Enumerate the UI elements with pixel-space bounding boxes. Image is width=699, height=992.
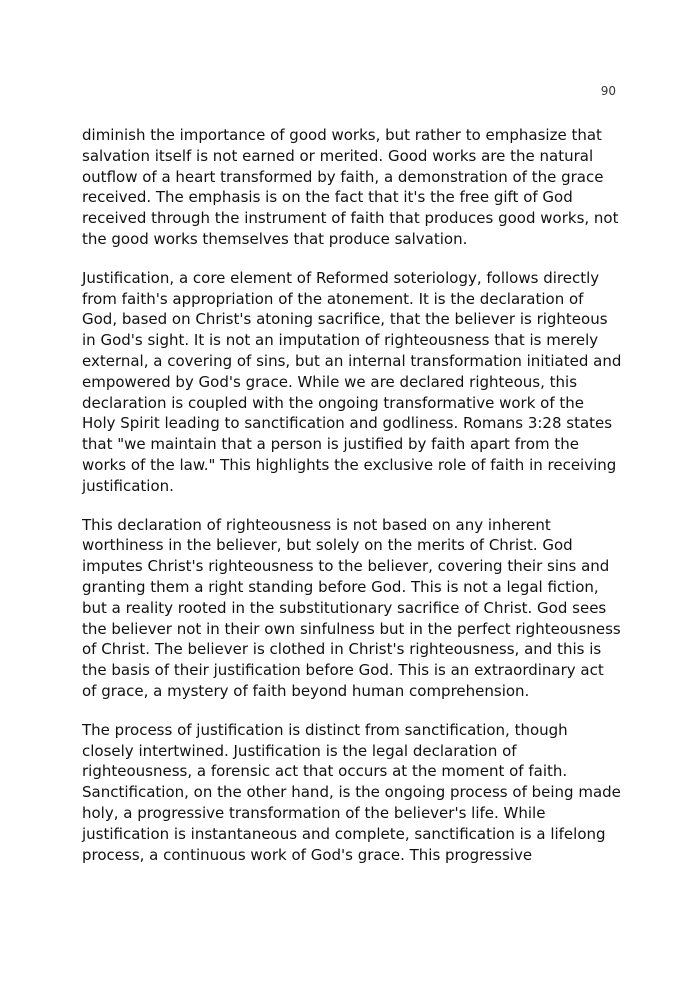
paragraph: This declaration of righteousness is not based on any inherent worthiness in the believer, but solely on the merits of Christ. God imputes Christ's righteousness to the believer, covering their sins and granting them a right standing before God. This is not a legal fiction, but a reality rooted in the substitutionary sacrifice of Christ. God sees the believer not in their own sinfulness but in the perfect righteousness of Christ. The believer is clothed in Christ's righteousness, and this is the basis of their justification before God. This is an extraordinary act of grace, a mystery of faith beyond human comprehension. xyxy=(82,515,621,700)
paragraph: Justification, a core element of Reformed soteriology, follows directly from faith's appropriation of the atonement. It is the declaration of God, based on Christ's atoning sacrifice, that the believer is righteous in God's sight. It is not an imputation of righteousness that is merely external, a covering of sins, but an internal transformation initiated and empowered by God's grace. While we are declared righteous, this declaration is coupled with the ongoing transformative work of the Holy Spirit leading to sanctification and godliness. Romans 3:28 states that "we maintain that a person is justified by faith apart from the works of the law." This highlights the exclusive role of faith in receiving justification. xyxy=(82,268,622,495)
paragraph: The process of justification is distinct from sanctification, though closely intertwined. Justification is the legal declaration of righteousness, a forensic act that occurs at the moment of faith. Sanctification, on the other hand, is the ongoing process of being made holy, a progressive transformation of the believer's life. While justification is instantaneous and complete, sanctification is a lifelong process, a continuous work of God's grace. This progressive xyxy=(82,720,621,864)
paragraph: diminish the importance of good works, but rather to emphasize that salvation itself is not earned or merited. Good works are the natural outflow of a heart transformed by faith, a demonstration of the grace received. The emphasis is on the fact that it's the free gift of God received through the instrument of faith that produces good works, not the good works themselves that produce salvation. xyxy=(82,126,619,248)
body-text xyxy=(82,125,622,883)
page-number: 90 xyxy=(600,84,616,98)
